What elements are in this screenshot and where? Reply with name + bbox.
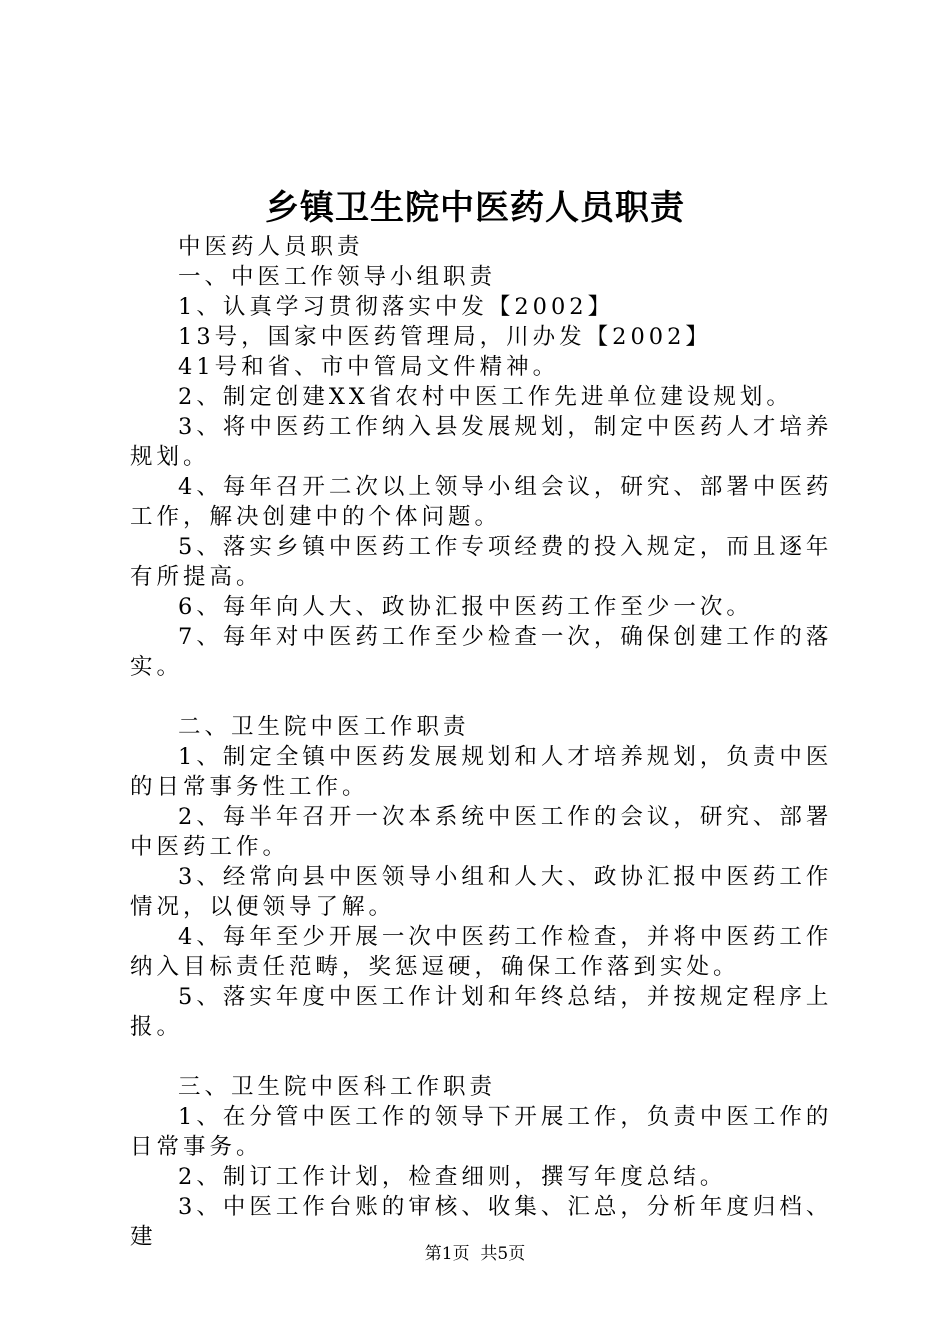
section-heading: 三、卫生院中医科工作职责 xyxy=(178,1074,497,1100)
paragraph: 5、落实年度中医工作计划和年终总结，并按规定程序上报。 xyxy=(130,984,833,1040)
paragraph: 3、将中医药工作纳入县发展规划，制定中医药人才培养规划。 xyxy=(130,414,833,470)
paragraph: 7、每年对中医药工作至少检查一次，确保创建工作的落实。 xyxy=(130,624,833,680)
paragraph: 13号，国家中医药管理局，川办发【2002】 xyxy=(178,324,712,350)
paragraph: 1、在分管中医工作的领导下开展工作，负责中医工作的日常事务。 xyxy=(130,1104,833,1160)
paragraph: 6、每年向人大、政协汇报中医药工作至少一次。 xyxy=(178,594,753,620)
paragraph: 5、落实乡镇中医药工作专项经费的投入规定，而且逐年有所提高。 xyxy=(130,534,833,590)
paragraph-spacer xyxy=(130,682,850,712)
paragraph: 4、每年至少开展一次中医药工作检查，并将中医药工作纳入目标责任范畴，奖惩逗硬，确保工作落到实处。 xyxy=(130,924,833,980)
paragraph: 2、制订工作计划，检查细则，撰写年度总结。 xyxy=(178,1164,727,1190)
paragraph: 1、认真学习贯彻落实中发【2002】 xyxy=(178,294,615,320)
paragraph-spacer xyxy=(130,1042,850,1072)
paragraph: 3、中医工作台账的审核、收集、汇总，分析年度归档、建 xyxy=(130,1194,833,1250)
paragraph: 3、经常向县中医领导小组和人大、政协汇报中医药工作情况，以便领导了解。 xyxy=(130,864,833,920)
section-heading: 一、中医工作领导小组职责 xyxy=(178,264,497,290)
paragraph: 2、每半年召开一次本系统中医工作的会议，研究、部署中医药工作。 xyxy=(130,804,833,860)
paragraph: 4、每年召开二次以上领导小组会议，研究、部署中医药工作，解决创建中的个体问题。 xyxy=(130,474,833,530)
paragraph: 1、制定全镇中医药发展规划和人才培养规划，负责中医的日常事务性工作。 xyxy=(130,744,833,800)
section-heading: 二、卫生院中医工作职责 xyxy=(178,714,470,740)
paragraph: 中医药人员职责 xyxy=(178,234,364,260)
paragraph: 2、制定创建XX省农村中医工作先进单位建设规划。 xyxy=(178,384,793,410)
document-title: 乡镇卫生院中医药人员职责 xyxy=(265,188,685,228)
page-footer: 第1页 共5页 xyxy=(424,1244,526,1264)
document-body xyxy=(130,232,850,1252)
paragraph: 41号和省、市中管局文件精神。 xyxy=(178,354,560,380)
